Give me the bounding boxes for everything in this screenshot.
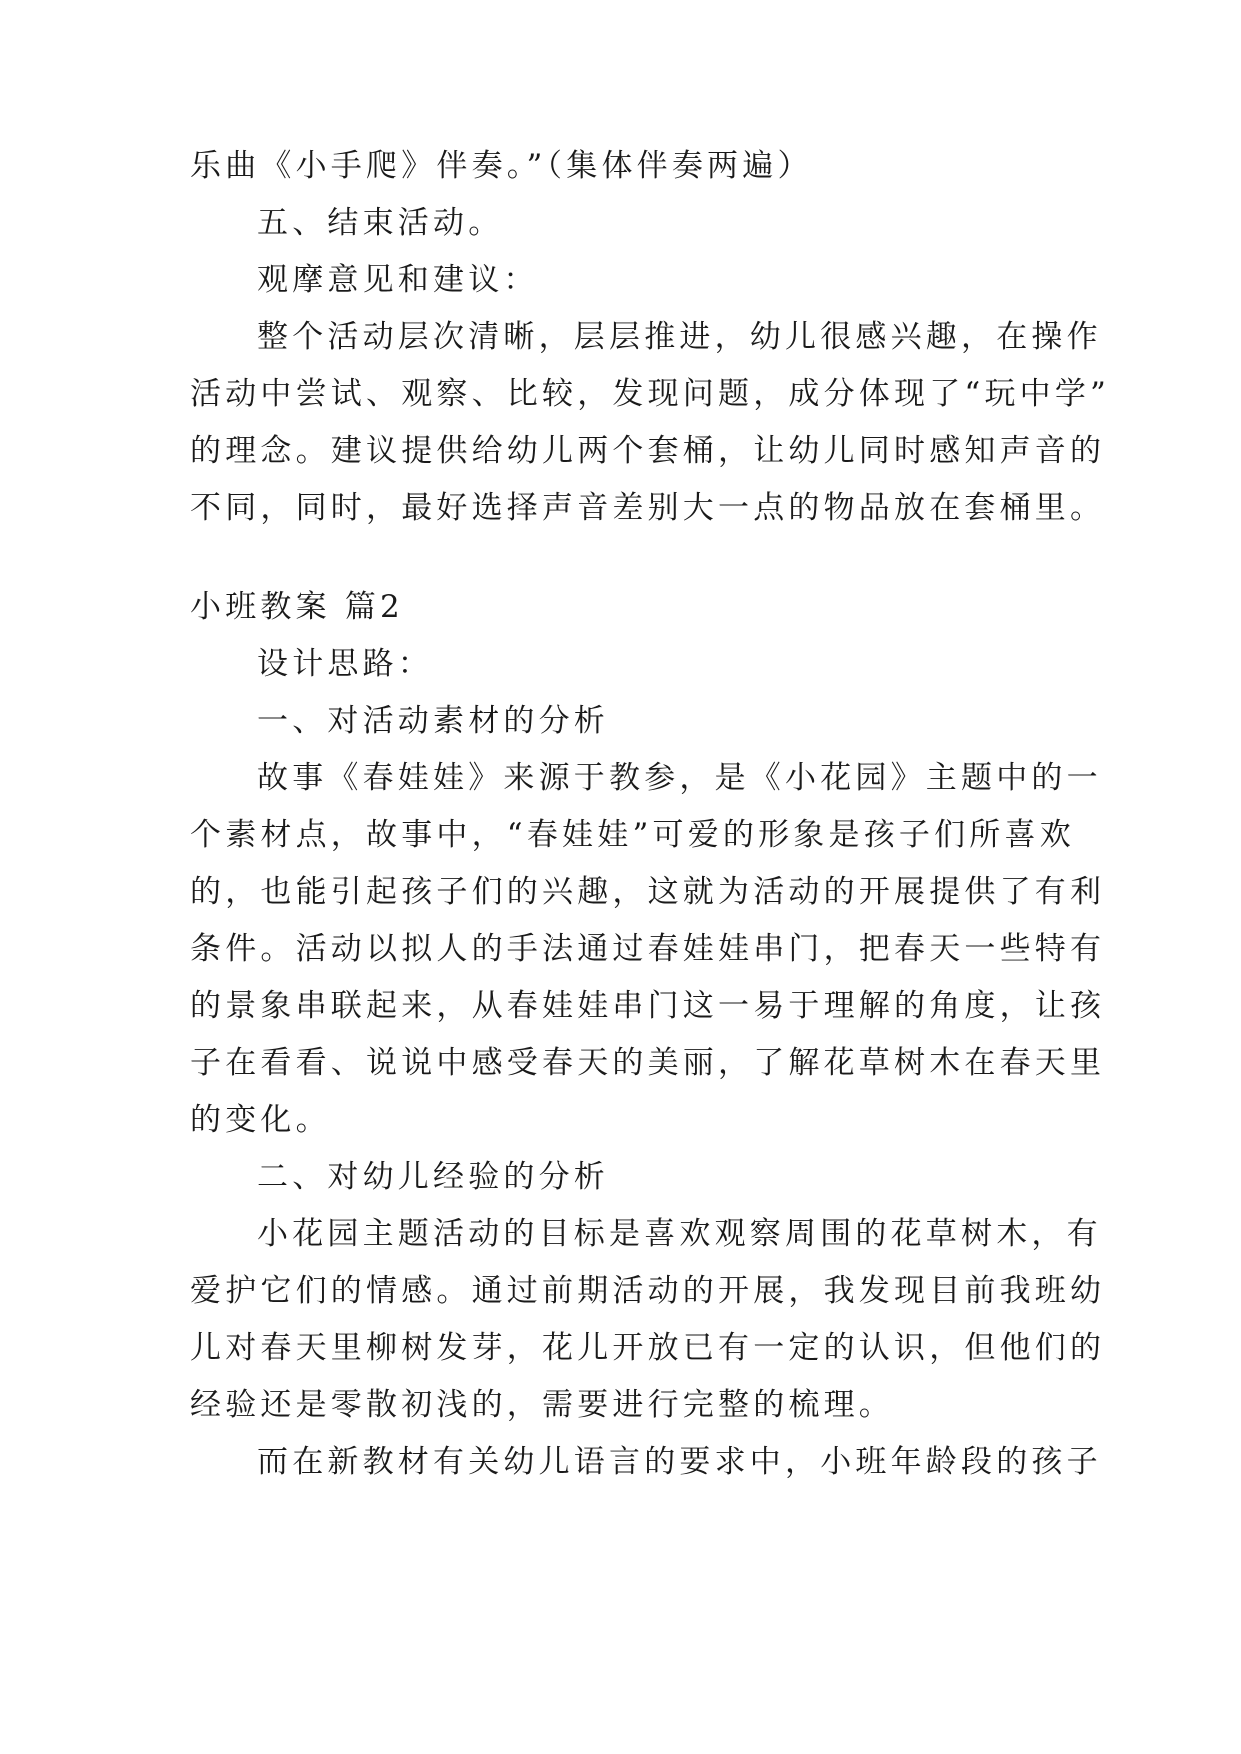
text-line: 设计思路：: [257, 646, 433, 682]
text-line: 观摩意见和建议：: [257, 262, 539, 298]
text-line: 子在看看、说说中感受春天的美丽，了解花草树木在春天里: [190, 1045, 1106, 1081]
text-line: 而在新教材有关幼儿语言的要求中，小班年龄段的孩子: [257, 1444, 1102, 1480]
text-line: 小花园主题活动的目标是喜欢观察周围的花草树木，有: [257, 1216, 1102, 1252]
text-line: 的景象串联起来，从春娃娃串门这一易于理解的角度，让孩: [190, 988, 1106, 1024]
text-line: 爱护它们的情感。通过前期活动的开展，我发现目前我班幼: [190, 1273, 1106, 1309]
text-line: 整个活动层次清晰，层层推进，幼儿很感兴趣，在操作: [257, 319, 1102, 355]
text-line: 条件。活动以拟人的手法通过春娃娃串门，把春天一些特有: [190, 931, 1106, 967]
text-line: 乐曲《小手爬》伴奏。”（集体伴奏两遍）: [190, 148, 813, 184]
text-line: 儿对春天里柳树发芽，花儿开放已有一定的认识，但他们的: [190, 1330, 1106, 1366]
text-line: 不同，同时，最好选择声音差别大一点的物品放在套桶里。: [190, 490, 1106, 526]
subheading: 一、对活动素材的分析: [257, 703, 609, 739]
text-line: 的，也能引起孩子们的兴趣，这就为活动的开展提供了有利: [190, 874, 1106, 910]
text-line: 的理念。建议提供给幼儿两个套桶，让幼儿同时感知声音的: [190, 433, 1106, 469]
text-line: 的变化。: [190, 1102, 331, 1138]
section-heading: 小班教案 篇2: [190, 589, 404, 625]
subheading: 二、对幼儿经验的分析: [257, 1159, 609, 1195]
text-line: 活动中尝试、观察、比较，发现问题，成分体现了“玩中学”: [190, 376, 1111, 412]
text-line: 个素材点，故事中，“春娃娃”可爱的形象是孩子们所喜欢: [190, 817, 1075, 853]
text-line: 故事《春娃娃》来源于教参，是《小花园》主题中的一: [257, 760, 1102, 796]
text-line: 五、结束活动。: [257, 205, 504, 241]
text-line: 经验还是零散初浅的，需要进行完整的梳理。: [190, 1387, 894, 1423]
